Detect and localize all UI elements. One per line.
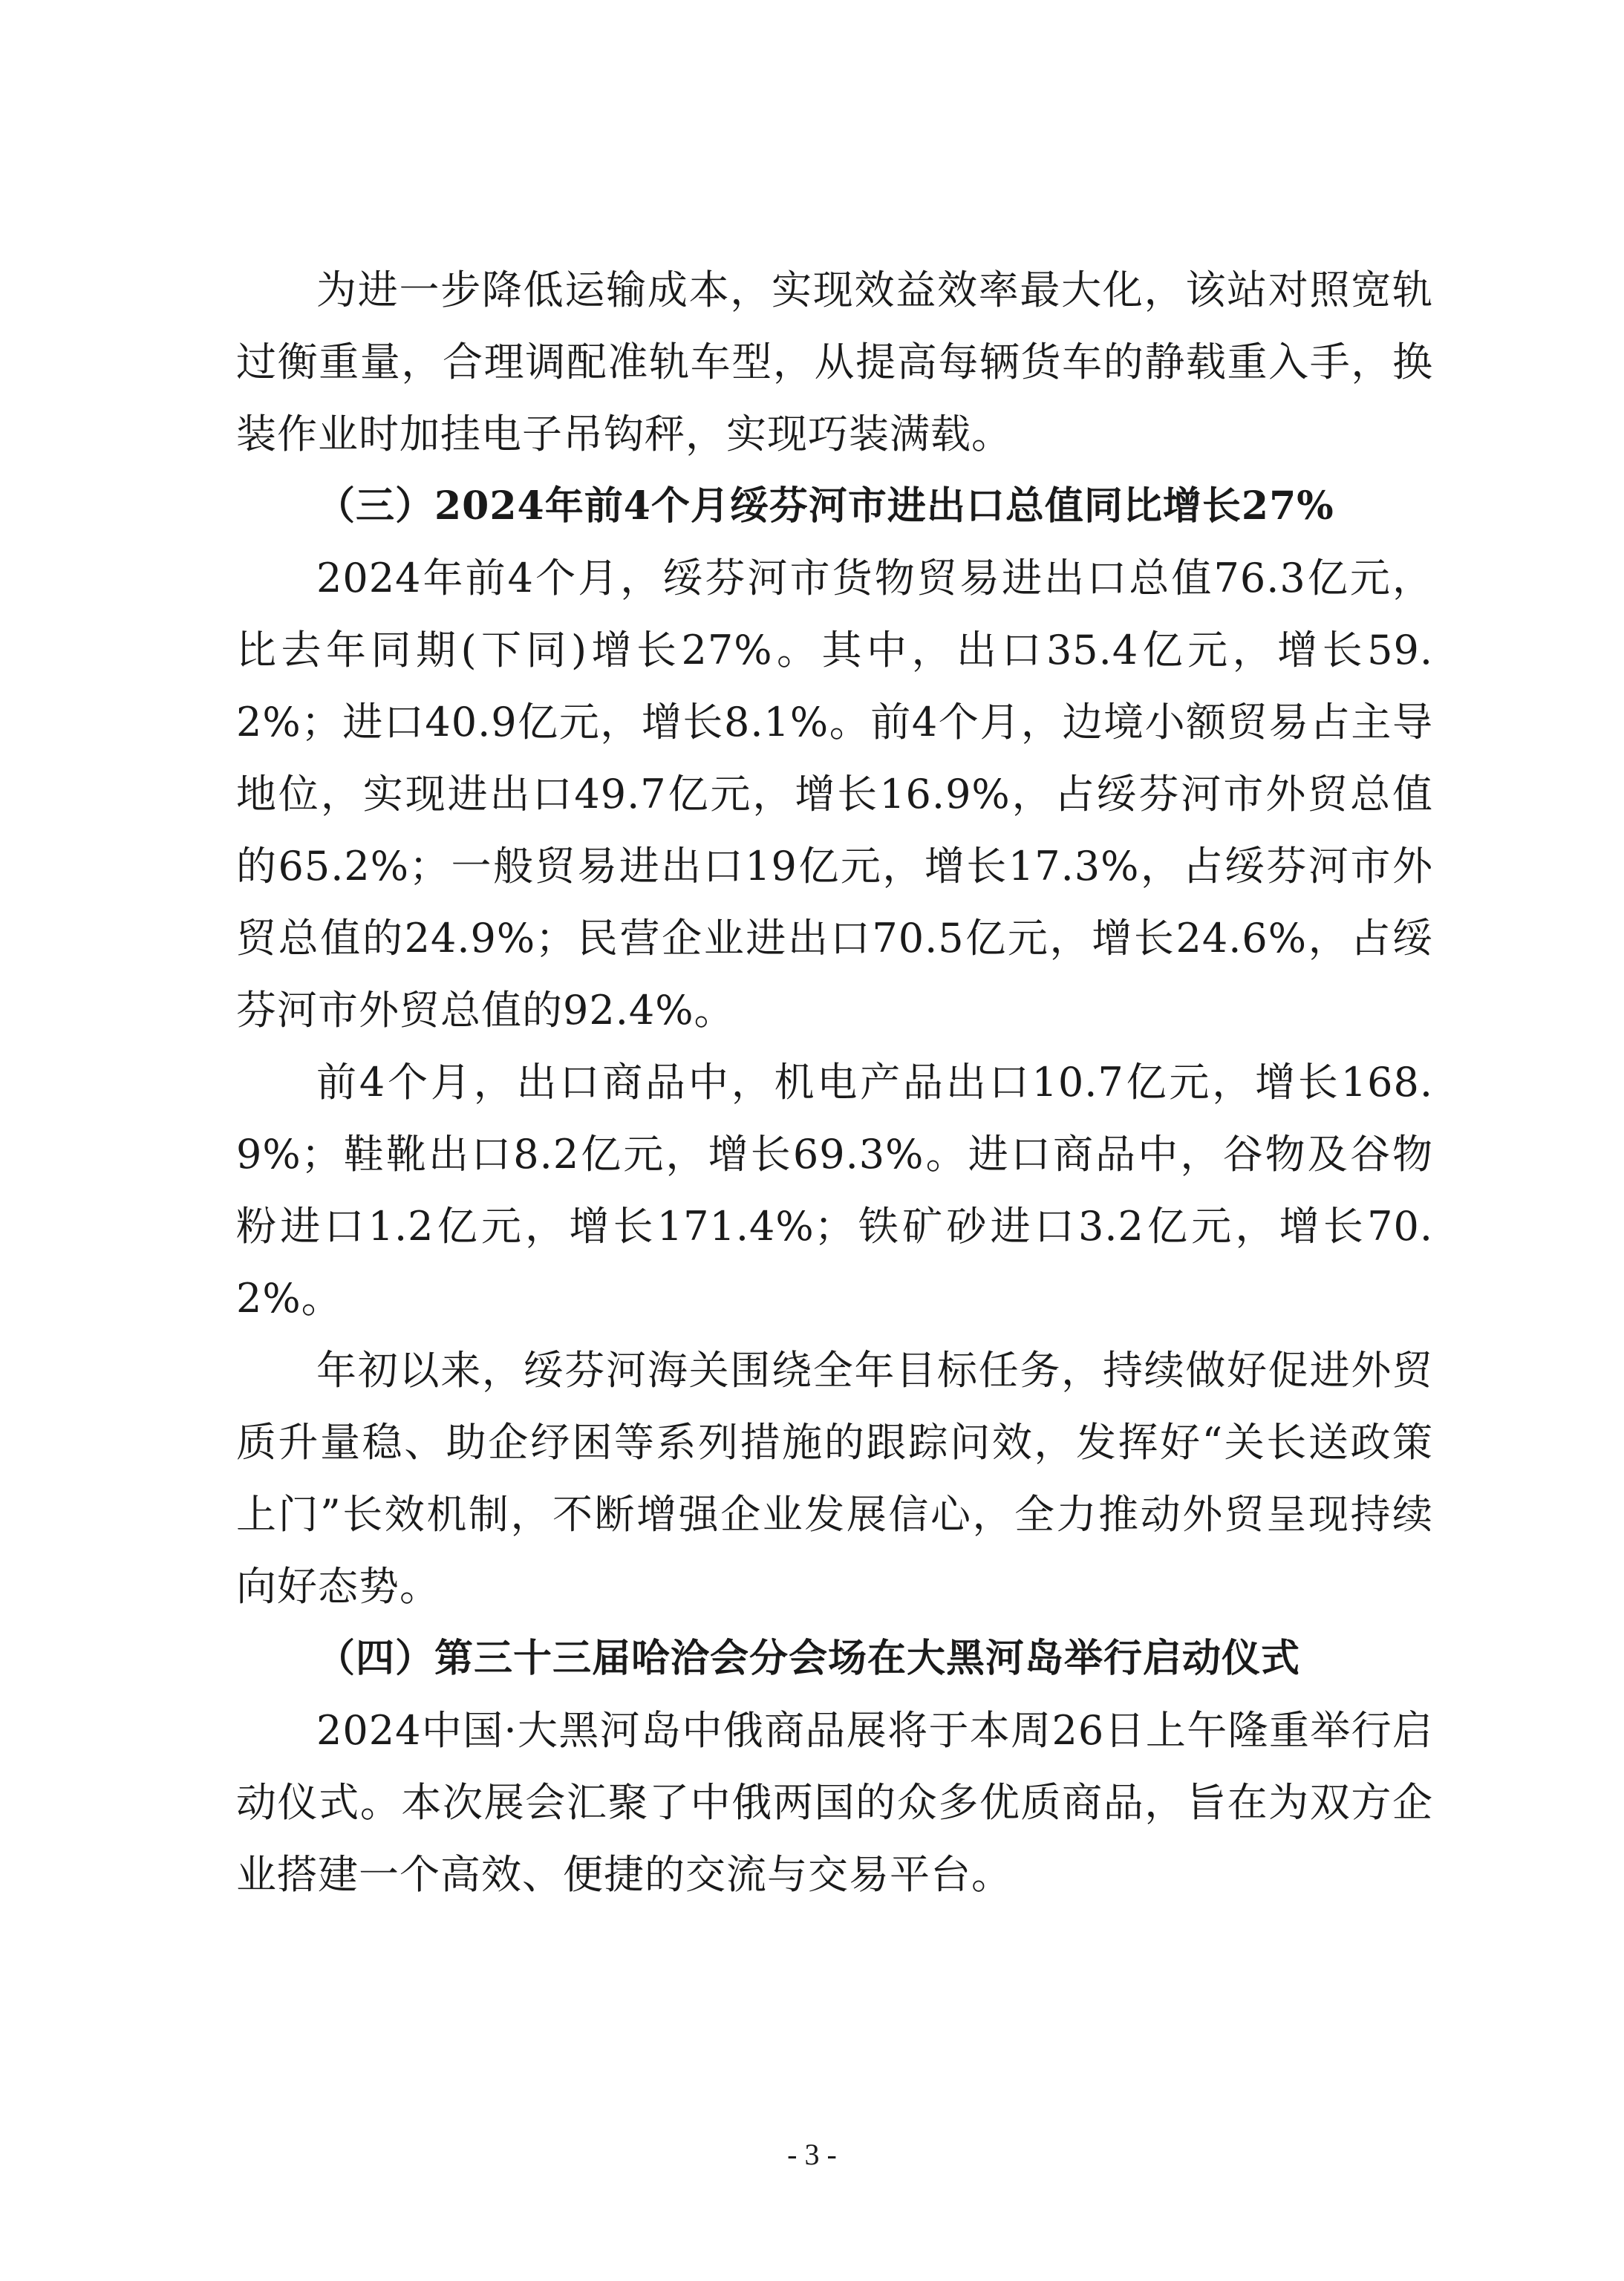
section-heading-3: （三）2024年前4个月绥芬河市进出口总值同比增长27% [316, 483, 1334, 529]
paragraph-trade-total: 2024年前4个月，绥芬河市货物贸易进出口总值76.3亿元，比去年同期(下同)增长27%。其中，出口35.4亿元，增长59.2%；进口40.9亿元，增长8.1%。前4个月，边境小额贸易占主导地位，实现进出口49.7亿元，增长16.9%，占绥芬河市外贸总值的65.2%；一般贸易进出口19亿元，增长17.3%，占绥芬河市外贸总值的24.9%；民营企业进出口70.5亿元，增长24.6%，占绥芬河市外贸总值的92.4%。 [236, 555, 1433, 1034]
document-body [236, 254, 1433, 1910]
paragraph-exhibition: 2024中国·大黑河岛中俄商品展将于本周26日上午隆重举行启动仪式。本次展会汇聚了中俄两国的众多优质商品，旨在为双方企业搭建一个高效、便捷的交流与交易平台。 [236, 1707, 1433, 1898]
paragraph-commodities: 前4个月，出口商品中，机电产品出口10.7亿元，增长168.9%；鞋靴出口8.2亿元，增长69.3%。进口商品中，谷物及谷物粉进口1.2亿元，增长171.4%；铁矿砂进口3.2亿元，增长70.2%。 [236, 1059, 1433, 1322]
paragraph-customs-measures: 年初以来，绥芬河海关围绕全年目标任务，持续做好促进外贸质升量稳、助企纾困等系列措施的跟踪问效，发挥好“关长送政策上门”长效机制，不断增强企业发展信心，全力推动外贸呈现持续向好态势。 [236, 1347, 1433, 1610]
page-number: - 3 - [787, 2138, 837, 2171]
section-heading-4: （四）第三十三届哈洽会分会场在大黑河岛举行启动仪式 [316, 1636, 1301, 1681]
paragraph-transport-cost: 为进一步降低运输成本，实现效益效率最大化，该站对照宽轨过衡重量，合理调配准轨车型，从提高每辆货车的静载重入手，换装作业时加挂电子吊钩秤，实现巧装满载。 [236, 267, 1433, 457]
